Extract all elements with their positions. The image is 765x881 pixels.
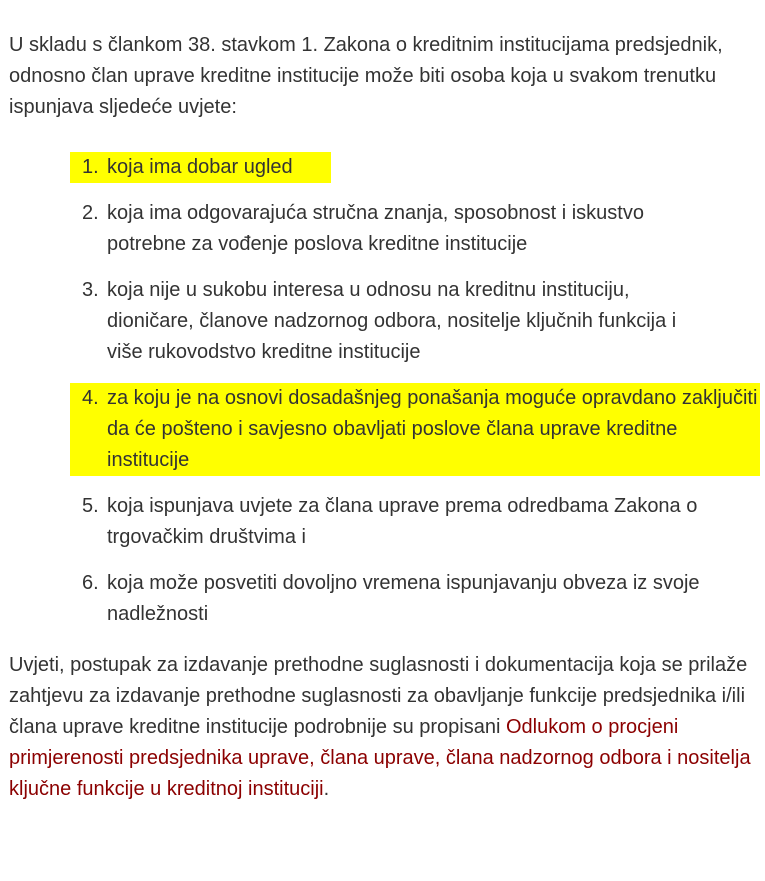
regulation-link[interactable]: Odlukom o procjeni primjerenosti predsjednika uprave, člana uprave, člana nadzornog odbora i nositelja ključne funkcije u kreditnoj instituciji: [9, 716, 751, 800]
list-item-number: 1.: [82, 156, 99, 178]
list-item-6: [9, 568, 755, 630]
list-item-2: [9, 198, 755, 260]
list-item-body: [70, 275, 710, 368]
closing-end: .: [323, 778, 330, 800]
list-item-3: [9, 275, 755, 368]
list-item-body: [70, 198, 710, 260]
list-item-highlight: [70, 152, 331, 183]
list-item-text: koja može posvetiti dovoljno vremena ispunjavanju obveza iz svoje nadležnosti: [107, 572, 700, 625]
list-item-5: [9, 491, 755, 553]
intro-paragraph: U skladu s člankom 38. stavkom 1. Zakona o kreditnim institucijama predsjednik, odnosno član uprave kreditne institucije može biti osoba koja u svakom trenutku ispunjava sljedeće uvjete:: [9, 34, 723, 118]
list-item-text: za koju je na osnovi dosadašnjeg ponašanja moguće opravdano zaključiti da će pošteno i savjesno obavljati poslove člana uprave kreditne institucije: [107, 387, 758, 471]
list-item-body: [70, 568, 710, 630]
list-item-text: koja ispunjava uvjete za člana uprave prema odredbama Zakona o trgovačkim društvima i: [107, 495, 698, 548]
list-item-number: 4.: [82, 387, 99, 409]
list-item-number: 6.: [82, 572, 99, 594]
list-item-text: koja ima odgovarajuća stručna znanja, sposobnost i iskustvo potrebne za vođenje poslova kreditne institucije: [107, 202, 644, 255]
list-item-text: koja nije u sukobu interesa u odnosu na kreditnu instituciju, dioničare, članove nadzornog odbora, nositelje ključnih funkcija i više rukovodstvo kreditne institucije: [107, 279, 677, 363]
list-item-highlight: [70, 383, 760, 476]
closing-text: Uvjeti, postupak za izdavanje prethodne suglasnosti i dokumentacija koja se prilaže zahtjevu za izdavanje prethodne suglasnosti za obavljanje funkcije predsjednika i/ili člana uprave kreditne institucije podrobnije su propisani: [9, 654, 748, 738]
conditions-list: [9, 152, 758, 630]
list-item-number: 5.: [82, 495, 99, 517]
list-item-4: [9, 383, 758, 476]
list-item-number: 2.: [82, 202, 99, 224]
list-item-1: [9, 152, 755, 183]
list-item-text: koja ima dobar ugled: [107, 156, 293, 178]
list-item-body: [70, 491, 710, 553]
list-item-number: 3.: [82, 279, 99, 301]
closing-paragraph: [9, 650, 754, 805]
